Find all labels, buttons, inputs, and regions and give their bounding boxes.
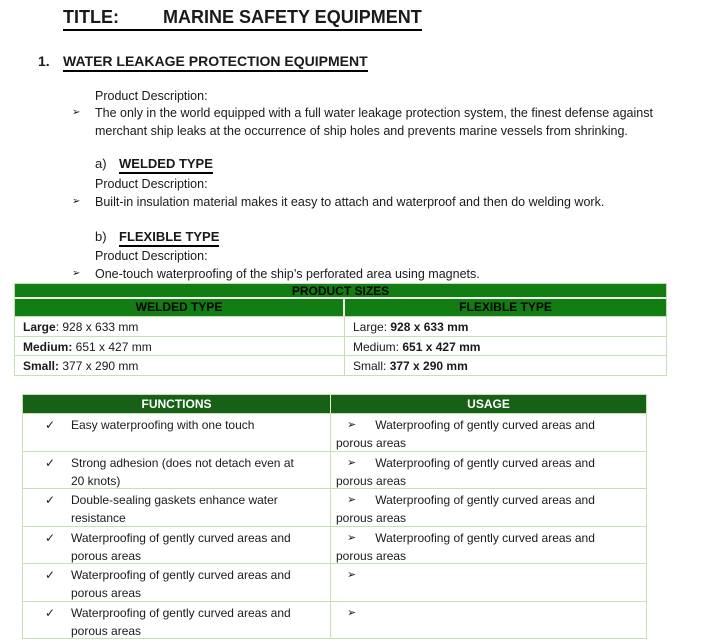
usage-cell	[331, 414, 646, 451]
function-text: Waterproofing of gently curved areas and	[71, 605, 291, 620]
product-description-label-a: Product Description:	[95, 177, 208, 191]
size-value: : 928 x 633 mm	[55, 320, 139, 334]
size-value: 651 x 427 mm	[402, 339, 481, 354]
size-label: Small:	[23, 359, 60, 374]
size-value: 651 x 427 mm	[72, 339, 152, 354]
usage-cell	[331, 489, 646, 526]
subsection-a-bullet-text: Built-in insulation material makes it easy to attach and waterproof and then do welding work.	[95, 195, 605, 209]
functions-table-header-row	[23, 395, 646, 413]
table-row	[15, 355, 666, 375]
function-text: Waterproofing of gently curved areas and	[71, 568, 291, 582]
table-row	[23, 413, 646, 451]
size-label: Large:	[353, 320, 391, 334]
check-icon: ✓	[45, 530, 56, 545]
welded-large-cell	[15, 317, 345, 336]
title-text: MARINE SAFETY EQUIPMENT	[163, 7, 422, 27]
welded-small-cell	[15, 356, 345, 375]
function-cell	[23, 452, 331, 489]
function-text: resistance	[71, 511, 126, 525]
table-row	[23, 526, 646, 564]
arrow-bullet-icon: ➢	[347, 419, 357, 431]
table-row	[23, 601, 646, 639]
section-heading-text: WATER LEAKAGE PROTECTION EQUIPMENT	[63, 53, 368, 72]
function-text: Double-sealing gaskets enhance water	[71, 493, 278, 507]
flexible-large-cell	[345, 317, 666, 336]
function-cell	[23, 564, 331, 601]
usage-text: Waterproofing of gently curved areas and	[375, 455, 595, 470]
table-row	[15, 316, 666, 336]
functions-column-header: FUNCTIONS	[23, 395, 331, 413]
table-row	[15, 336, 666, 356]
function-cell	[23, 414, 331, 451]
welded-medium-cell	[15, 337, 345, 356]
document-title	[63, 7, 422, 31]
subsection-b-marker: b)	[95, 229, 107, 244]
description-bullet-1	[72, 104, 653, 140]
sizes-table-title: PRODUCT SIZES	[15, 284, 666, 299]
subsection-a-bullet	[72, 193, 604, 211]
size-label: Large	[23, 320, 56, 334]
usage-text: porous areas	[336, 473, 407, 488]
usage-text: Waterproofing of gently curved areas and	[375, 493, 595, 507]
flexible-small-cell	[345, 356, 666, 375]
subsection-b-title: FLEXIBLE TYPE	[119, 229, 219, 247]
title-label: TITLE:	[63, 7, 119, 27]
usage-cell	[331, 564, 646, 601]
function-text: 20 knots)	[71, 473, 121, 488]
check-icon: ✓	[45, 455, 56, 470]
function-cell	[23, 527, 331, 564]
product-sizes-table	[14, 283, 667, 376]
subsection-b-heading	[95, 229, 219, 244]
table-row	[23, 563, 646, 601]
usage-column-header: USAGE	[467, 397, 510, 411]
table-row	[23, 451, 646, 489]
usage-text: porous areas	[336, 548, 407, 563]
product-description-label-1: Product Description:	[95, 89, 208, 103]
size-label: Small:	[353, 359, 390, 374]
usage-text: porous areas	[336, 436, 407, 450]
arrow-bullet-icon: ➢	[72, 196, 81, 207]
function-text: porous areas	[71, 586, 142, 600]
function-text: Easy waterproofing with one touch	[71, 418, 255, 432]
sizes-table-header-row	[15, 299, 666, 316]
size-label: Medium:	[23, 339, 73, 354]
description-bullet-text	[95, 104, 653, 140]
function-text: Waterproofing of gently curved areas and	[71, 530, 291, 545]
check-icon: ✓	[45, 493, 56, 507]
check-icon: ✓	[45, 605, 56, 620]
section-1-heading	[38, 53, 368, 69]
arrow-bullet-icon: ➢	[347, 456, 357, 469]
arrow-bullet-icon: ➢	[72, 107, 81, 118]
function-text: porous areas	[71, 548, 142, 563]
function-text: porous areas	[71, 623, 142, 638]
arrow-bullet-icon: ➢	[347, 569, 357, 581]
usage-cell	[331, 527, 646, 564]
subsection-a-marker: a)	[95, 156, 107, 171]
usage-cell	[331, 602, 646, 639]
product-description-label-b: Product Description:	[95, 249, 208, 263]
function-cell	[23, 602, 331, 639]
description-line-1: The only in the world equipped with a full water leakage protection system, the finest defense against	[95, 106, 653, 120]
subsection-a-heading	[95, 156, 213, 171]
usage-text: Waterproofing of gently curved areas and	[375, 418, 595, 432]
functions-usage-table	[22, 394, 647, 639]
arrow-bullet-icon: ➢	[347, 531, 357, 544]
subsection-b-bullet	[72, 265, 480, 283]
arrow-bullet-icon: ➢	[72, 268, 81, 279]
subsection-b-bullet-text: One-touch waterproofing of the ship’s perforated area using magnets.	[95, 267, 480, 281]
arrow-bullet-icon: ➢	[347, 494, 357, 506]
function-text: Strong adhesion (does not detach even at	[71, 455, 294, 470]
description-line-2: merchant ship leaks at the occurrence of ship holes and prevents marine vessels from shrinking.	[95, 124, 628, 138]
section-number: 1.	[38, 53, 50, 69]
flexible-medium-cell	[345, 337, 666, 356]
size-value: 928 x 633 mm	[390, 320, 469, 334]
arrow-bullet-icon: ➢	[347, 606, 357, 619]
flexible-type-column-header: FLEXIBLE TYPE	[459, 300, 552, 314]
size-value: 377 x 290 mm	[389, 359, 468, 374]
subsection-a-title: WELDED TYPE	[119, 156, 213, 174]
size-value: 377 x 290 mm	[59, 359, 139, 374]
table-row	[23, 488, 646, 526]
check-icon: ✓	[45, 418, 56, 432]
usage-text: Waterproofing of gently curved areas and	[375, 530, 595, 545]
size-label: Medium:	[353, 339, 403, 354]
usage-text: porous areas	[336, 511, 407, 525]
welded-type-column-header: WELDED TYPE	[15, 299, 345, 316]
function-cell	[23, 489, 331, 526]
check-icon: ✓	[45, 568, 56, 582]
usage-cell	[331, 452, 646, 489]
